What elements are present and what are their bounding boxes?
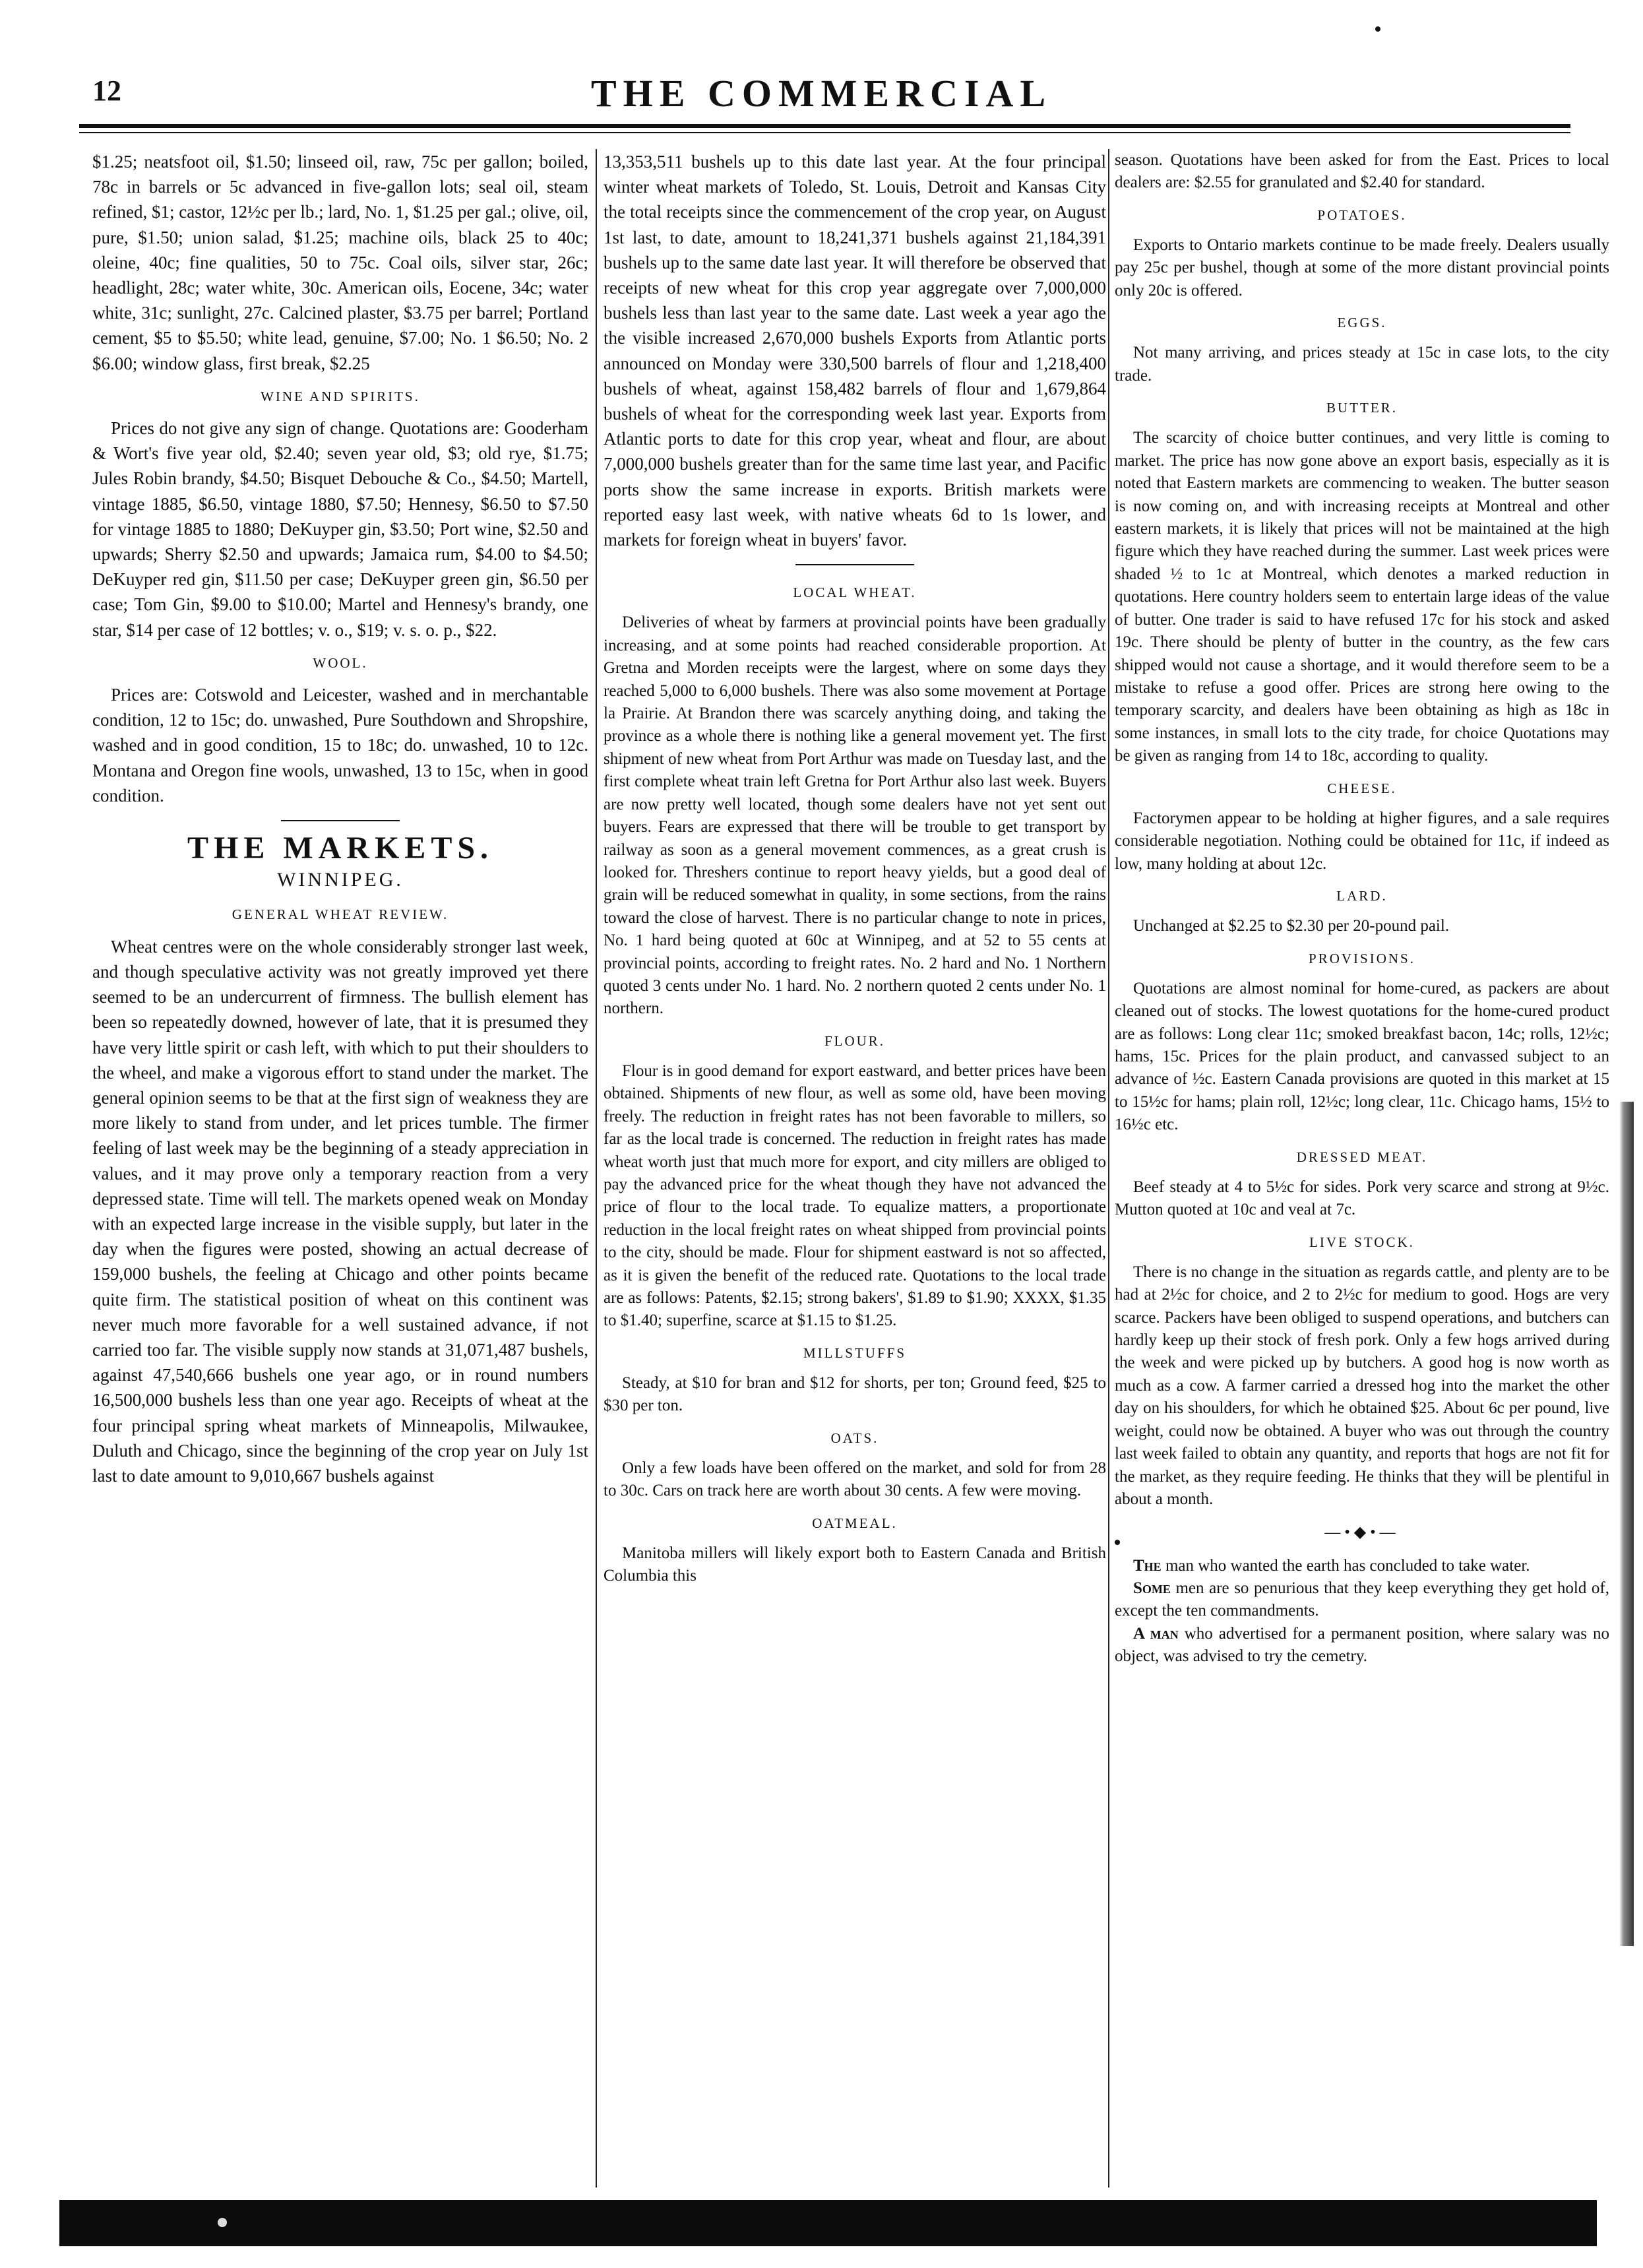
section-heading-potatoes: POTATOES. [1317,206,1407,223]
column-divider [596,149,597,2188]
section-heading-wool: WOOL. [313,654,368,671]
section-heading-flour: FLOUR. [824,1032,886,1049]
section-heading-butter: BUTTER. [1326,400,1398,416]
column-1 [92,149,588,2188]
joke-paragraph-1 [1115,1555,1609,1577]
page-number: 12 [92,75,121,107]
potatoes-paragraph: Exports to Ontario markets continue to be made freely. Dealers usually pay 25c per bushel, though at some of the more distant provincial points only 20c is offered. [1115,236,1609,299]
section-heading-cheese: CHEESE. [1327,780,1397,796]
section-heading-local-wheat: LOCAL WHEAT. [793,584,917,601]
section-heading-provisions: PROVISIONS. [1309,950,1415,966]
oats-paragraph: Only a few loads have been offered on the market, and sold for from 28 to 30c. Cars on track here are worth about 30 cents. A few were moving. [604,1459,1106,1500]
section-heading-oats: OATS. [830,1430,879,1446]
joke-text: man who wanted the earth has concluded to take water. [1161,1556,1530,1575]
joke-lead: The [1133,1556,1162,1575]
oatmeal-paragraph: Manitoba millers will likely export both to Eastern Canada and British Columbia this [604,1544,1106,1585]
oatmeal-continued: season. Quotations have been asked for from the East. Prices to local dealers are: $2.55 for granulated and $2.40 for standard. [1115,151,1609,192]
page-edge-shadow [1619,1102,1634,1946]
scan-speck [1375,26,1380,32]
joke-paragraph-3 [1115,1623,1609,1668]
section-heading-general-wheat: GENERAL WHEAT REVIEW. [232,906,449,923]
provisions-paragraph: Quotations are almost nominal for home-cured, as packers are about cleaned out of stocks. The lowest quotations for the home-cured product are as follows: Long clear 11c; smoked breakfast bacon, 14c; rolls, 12½c; hams, 15c. Prices for the plain product, and canvassed subject to an advance of ½c. Eastern Canada provisions are quoted in this market at 15 to 15½c for hams; plain roll, 12½c; long clear, 11c. Chicago hams, 15½ to 16½c etc. [1115,979,1609,1134]
header-rule [79,124,1570,128]
section-heading-live-stock: LIVE STOCK. [1309,1234,1415,1250]
column-3 [1115,149,1609,2188]
scan-bottom-bar [59,2200,1597,2246]
section-heading-wine: WINE AND SPIRITS. [261,388,420,404]
section-separator [281,820,400,821]
column-2 [604,149,1106,2188]
markets-title: THE MARKETS. [187,831,494,866]
section-heading-lard: LARD. [1336,887,1388,904]
page-title: THE COMMERCIAL [590,72,1053,115]
general-wheat-paragraph: Wheat centres were on the whole considerably stronger last week, and though speculative activity was not greatly improved yet there seemed to be an undercurrent of firmness. The bullish element has been so repeatedly downed, however of late, that it is presumed they have very little spirit or cash left, with which to put their shoulders to the wheel, and make a vigorous effort to stand under the market. The general opinion seems to be that at the first sign of weakness they are more likely to stand from under, and let prices tumble. The firmer feeling of last week may be the beginning of a steady appreciation in values, and it may prove only a temporary reaction from a very depressed state. Time will tell. The markets opened weak on Monday with an expected large increase in the visible supply, but later in the day when the figures were posted, showing an actual decrease of 159,000 bushels, the feeling at Chicago and other points became quite firm. The statistical position of wheat on this continent was never much more favorable for a well sustained advance, if not carried too far. The visible supply now stands at 31,071,487 bushels, against 47,540,666 bushels one year ago, or in round numbers 16,500,000 bushels less than one year ago. Receipts of wheat at the four principal spring wheat markets of Minneapolis, Milwaukee, Duluth and Chicago, since the beginning of the crop year on July 1st last to date amount to 9,010,667 bushels against [92,936,588,1486]
oils-paragraph: $1.25; neatsfoot oil, $1.50; linseed oil, raw, 75c per gallon; boiled, 78c in barrels or 5c advanced in five-gallon lots; seal oil, steam refined, $1; castor, 12½c per lb.; lard, No. 1, $1.25 per gal.; olive, oil, pure, $1.50; union salad, $1.25; machine oils, black 25 to 40c; oleine, 40c; fine qualities, 50 to 75c. Coal oils, silver star, 26c; headlight, 28c; water white, 30c. American oils, Eocene, 34c; water white, 31c; sunlight, 27c. Calcined plaster, $3.75 per barrel; Portland cement, $5 to $5.50; white lead, genuine, $7.00; No. 1 $6.50; No. 2 $6.00; window glass, first break, $2.25 [92,152,588,373]
wine-paragraph: Prices do not give any sign of change. Quotations are: Gooderham & Wort's five year old, $2.40; seven year old, $3; old rye, $1.75; Jules Robin brandy, $4.50; Bisquet Debouche & Co., $4.50; Martell, vintage 1885, $6.50, vintage 1880, $7.50; Hennesy, $6.50 to $7.50 for vintage 1885 to 1880; DeKuyper gin, $3.50; Port wine, $2.50 and upwards; Sherry $2.50 and upwards; Jamaica rum, $4.00 to $4.50; DeKuyper red gin, $11.50 per case; DeKuyper green gin, $6.50 per case; Tom Gin, $9.00 to $10.00; Martel and Hennesy's brandy, one star, $14 per case of 12 bottles; v. o., $19; v. s. o. p., $22. [92,418,588,640]
cheese-paragraph: Factorymen appear to be holding at higher figures, and a sale requires considerable negotiation. Nothing could be obtained for 11c, if indeed as low, many holding at about 12c. [1115,809,1609,873]
scan-speck [1115,1540,1120,1545]
column-divider [1108,149,1109,2188]
city-heading: WINNIPEG. [277,869,404,891]
dressed-meat-paragraph: Beef steady at 4 to 5½c for sides. Pork very scarce and strong at 9½c. Mutton quoted at 10c and veal at 7c. [1115,1178,1609,1219]
joke-paragraph-2 [1115,1577,1609,1623]
section-heading-eggs: EGGS. [1337,315,1387,331]
joke-lead: Some [1133,1579,1171,1597]
wheat-review-continued: 13,353,511 bushels up to this date last year. At the four principal winter wheat markets of Toledo, St. Louis, Detroit and Kansas City the total receipts since the commencement of the crop year, on August 1st last, to date, amount to 18,241,371 bushels against 21,184,391 bushels up to the same date last year. It will therefore be observed that receipts of new wheat for this crop year aggregate over 7,000,000 bushels less than last year to the same date. Last week a year ago the the visible increased 2,670,000 bushels Exports from Atlantic ports announced on Monday were 330,500 barrels of flour and 1,218,400 bushels of wheat, against 158,482 barrels of flour and 1,679,864 bushels of wheat for the corresponding week last year. Exports from Atlantic ports to date for this crop year, wheat and flour, are about 7,000,000 bushels greater than for the same time last year, and Pacific ports show the same increase in exports. British markets were reported easy last week, with native wheats 6d to 1s lower, and markets for foreign wheat in buyers' favor. [604,152,1106,550]
flour-paragraph: Flour is in good demand for export eastward, and better prices have been obtained. Shipments of new flour, as well as some old, have been moving freely. The reduction in freight rates has not been favorable to millers, so far as the local trade is concerned. The reduction in freight rates has made wheat worth just that much more for export, and city millers are obliged to pay the advanced price for the wheat though they have not advanced the price of flour to the local trade. To equalize matters, a proportionate reduction in the local freight rates on wheat shipped from provincial points to the city, should be made. Flour for shipment eastward is not so affected, as it is given the benefit of the reduced rate. Quotations to the local trade are as follows: Patents, $2.15; strong bakers', $1.89 to $1.90; XXXX, $1.35 to $1.40; superfine, scarce at $1.15 to $1.25. [604,1061,1106,1330]
section-heading-oatmeal: OATMEAL. [812,1515,898,1531]
section-separator [795,564,914,565]
joke-text: who advertised for a permanent position, where salary was no object, was advised to try the cemetry. [1115,1624,1609,1666]
header-rule-thin [79,132,1570,133]
millstuffs-paragraph: Steady, at $10 for bran and $12 for shorts, per ton; Ground feed, $25 to $30 per ton. [604,1374,1106,1415]
joke-text: men are so penurious that they keep everything they get hold of, except the ten commandments. [1115,1579,1609,1620]
live-stock-paragraph: There is no change in the situation as regards cattle, and plenty are to be had at 2½c for choice, and 2 to 2½c for medium to good. Hogs are very scarce. Packers have been obliged to suspend operations, and butchers can hardly keep up their stock of fresh pork. Only a few hogs arrived during the week and were picked up by butchers. A good hog is now worth as much as a cow. A farmer carried a dressed hog into the market the other day on his shoulders, for which he obtained $25. About 6c per pound, live weight, could now be obtained. A buyer who was out through the country last week failed to obtain any quantity, and reports that hogs are not fit for the market, as they require feeding. He thinks that they will be plentiful in about a month. [1115,1263,1609,1508]
scan-bar-speck [218,2218,227,2227]
lard-paragraph: Unchanged at $2.25 to $2.30 per 20-pound pail. [1133,917,1450,935]
wool-paragraph: Prices are: Cotswold and Leicester, washed and in merchantable condition, 12 to 15c; do. unwashed, Pure Southdown and Shropshire, washed and in good condition, 15 to 18c; do. unwashed, 10 to 12c. Montana and Oregon fine wools, unwashed, 13 to 15c, when in good condition. [92,685,588,805]
eggs-paragraph: Not many arriving, and prices steady at 15c in case lots, to the city trade. [1115,344,1609,385]
local-wheat-paragraph: Deliveries of wheat by farmers at provincial points have been gradually increasing, and at some points had reached considerable proportion. At Gretna and Morden receipts were the largest, where on some days they reached 5,000 to 6,000 bushels. There was also some movement at Portage la Prairie. At Brandon there was scarcely anything doing, and taking the province as a whole there is nothing like a general movement yet. The first shipment of new wheat from Port Arthur was made on Tuesday last, and the first complete wheat train left Gretna for Port Arthur also last week. Buyers are now pretty well located, though some dealers have not yet sent out buyers. Fears are expressed that there will be trouble to get transport by railway as soon as a general movement commences, as a great crush is looked for. Threshers continue to report heavy yields, but a good deal of grain will be reduced somewhat in quality, in some sections, from the rains toward the close of harvest. There is no particular change to note in prices, No. 1 hard being quoted at 60c at Winnipeg, and at 52 to 55 cents at provincial points, according to freight rates. No. 2 hard and No. 1 Northern quoted 3 cents under No. 1 hard. No. 2 northern quoted 2 cents under No. 1 northern. [604,614,1106,1018]
butter-paragraph: The scarcity of choice butter continues, and very little is coming to market. The price has now gone above an export basis, especially as it is noted that Eastern markets are commencing to weaken. The butter season is now coming on, and with increasing receipts at Montreal and other eastern markets, it is likely that prices will not be maintained at the high figure which they have reached during the summer. Last week prices were shaded ½ to 1c at Montreal, which denotes a marked reduction in quotations. Here country holders seem to entertain large ideas of the value of butter. One trader is said to have refused 17c for his stock and asked 19c. There should be plenty of butter in the country, as the few cars shipped would not cause a shortage, and it would therefore seem to be a mistake to refuse a good offer. Prices are strong here owing to the temporary scarcity, and dealers have been obtaining as high as 18c in some instances, in small lots to the city trade, for choice Quotations may be given as ranging from 14 to 18c, according to quality. [1115,429,1609,765]
joke-lead: A man [1133,1624,1179,1643]
section-heading-dressed-meat: DRESSED MEAT. [1296,1149,1428,1165]
ornament-divider: —•◆•— [1324,1524,1400,1542]
section-heading-millstuffs: MILLSTUFFS [803,1344,907,1361]
